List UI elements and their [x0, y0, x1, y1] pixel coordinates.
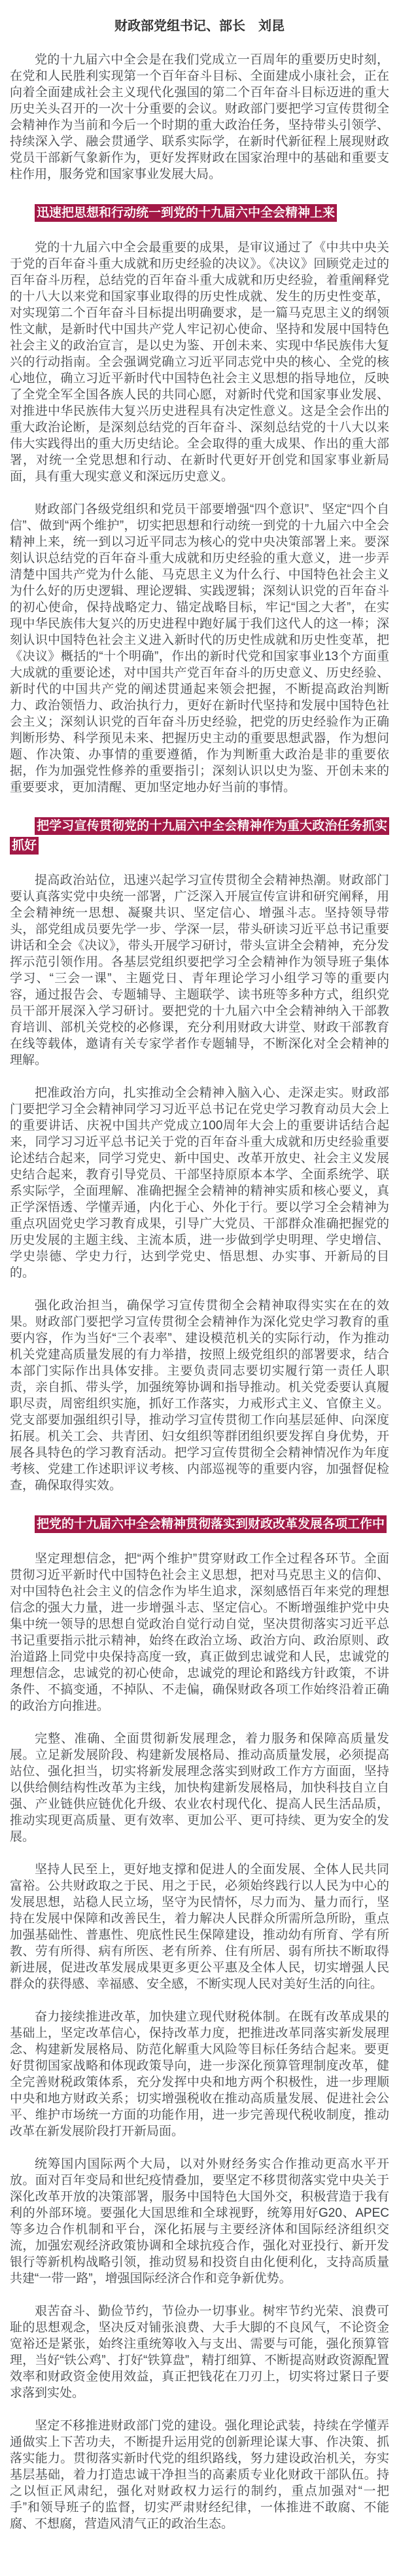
page-title: 财政部党组书记、部长 刘昆 [114, 19, 285, 33]
section-heading-highlight: 迅速把思想和行动统一到党的十九届六中全会精神上来 [35, 204, 337, 222]
paragraph: 把准政治方向，扎实推动全会精神入脑入心、走深走实。财政部门要把学习全会精神同学习习近平总书记在党史学习教育动员大会上的重要讲话、庆祝中国共产党成立100周年大会上的重要讲话结合起来，同学习习近平总书记关于党的百年奋斗重大成就和历史经验重要论述结合起来，同学习党史、新中国史、改革开放史、社会主义发展史结合起来，教育引导党员、干部坚持原原本本学、全面系统学、联系实际学，全面理解、准确把握全会精神的精神实质和核心要义，真正学深悟透、学懂弄通，内化于心、外化于行。要以学习全会精神为重点巩固党史学习教育成果，引导广大党员、干部群众准确把握党的历史发展的主题主线、主流本质，进一步做到学史明理、学史增信、学史崇德、学史力行，达到学党史、悟思想、办实事、开新局的目的。 [10, 1086, 389, 1280]
paragraph: 坚定不移推进财政部门党的建设。强化理论武装，持续在学懂弄通做实上下苦功夫，不断提升运用党的创新理论谋大事、作决策、抓落实能力。贯彻落实新时代党的组织路线，努力建设政治机关，夯实基层基础，着力打造忠诚干净担当的高素质专业化财政干部队伍。持之以恒正风肃纪，强化对财政权力运行的制约，重点加强对“一把手”和领导班子的监督，切实严肃财经纪律，一体推进不敢腐、不能腐、不想腐，营造风清气正的政治生态。 [10, 2419, 389, 2531]
paragraph: 完整、准确、全面贯彻新发展理念，着力服务和保障高质量发展。立足新发展阶段、构建新发展格局、推动高质量发展，必须提高站位、强化担当，切实将新发展理念落实到财政工作方方面面，坚持以供给侧结构性改革为主线，加快构建新发展格局，加快科技自立自强、产业链供应链优化升级、农业农村现代化、提高人民生活品质，推动实现更高质量、更有效率、更加公平、更可持续、更为安全的发展。 [10, 1732, 389, 1844]
section-heading [10, 1515, 389, 1534]
paragraph: 提高政治站位，迅速兴起学习宣传贯彻全会精神热潮。财政部门要认真落实党中央统一部署，广泛深入开展宣传宣讲和研究阐释，用全会精神统一思想、凝聚共识、坚定信心、增强斗志。坚持领导带头，部党组成员要先学一步、学深一层，带头研读习近平总书记重要讲话和全会《决议》，带头开展学习研讨，带头宣讲全会精神，充分发挥示范引领作用。各基层党组织要把学习全会精神作为领导班子集体学习、“三会一课”、主题党日、青年理论学习小组学习等的重要内容，通过报告会、专题辅导、主题联学、读书班等多种方式，组织党员干部开展深入学习研讨。要把党的十九届六中全会精神纳入干部教育培训、部机关党校的必修课，充分利用财政大讲堂、财政干部教育在线等载体，邀请有关专家学者作专题辅导，不断深化对全会精神的理解。 [10, 873, 389, 1067]
paragraph: 强化政治担当，确保学习宣传贯彻全会精神取得实实在在的效果。财政部门要把学习宣传贯彻全会精神作为深化党史学习教育的重要内容，作为当好“三个表率”、建设模范机关的实际行动，作为推动机关党建高质量发展的有力举措，按照上级党组织的部署要求，结合本部门实际作出具体安排。主要负责同志要切实履行第一责任人职责，亲自抓、带头学，加强统筹协调和指导推动。机关党委要认真履职尽责，周密组织实施，抓好工作落实，力戒形式主义、官僚主义。党支部要加强组织引导，推动学习宣传贯彻工作向基层延伸、向深度拓展。机关工会、共青团、妇女组织等群团组织要发挥自身优势，开展各具特色的学习教育活动。把学习宣传贯彻全会精神情况作为年度考核、党建工作述职评议考核、内部巡视等的重要内容，加强督促检查，确保取得实效。 [10, 1299, 389, 1492]
paragraph: 奋力接续推进改革，加快建立现代财税体制。在既有改革成果的基础上，坚定改革信心，保持改革力度，把推进改革同落实新发展理念、构建新发展格局、防范化解重大风险等目标任务结合起来。要更好贯彻国家战略和体现政策导向，进一步深化预算管理制度改革，健全完善财税政策体系，充分发挥中央和地方两个积极性，进一步理顺中央和地方财政关系；切实增强税收在推动高质量发展、促进社会公平、维护市场统一方面的功能作用，进一步完善现代税收制度，推动改革在新发展阶段打开新局面。 [10, 2010, 389, 2138]
paragraph: 统筹国内国际两个大局，以对外财经务实合作推动更高水平开放。面对百年变局和世纪疫情叠加，要坚定不移贯彻落实党中央关于深化改革开放的决策部署，服务中国特色大国外交，积极营造于我有利的外部环境。要强化大国思维和全球视野，统筹用好G20、APEC等多边合作机制和平台，深化拓展与主要经济体和国际经济组织交流，加强宏观经济政策协调和全球抗疫合作，强化对亚投行、新开发银行等新机构战略引领，推动贸易和投资自由化便利化，支持高质量共建“一带一路”，增强国际经济合作和竞争新优势。 [10, 2157, 389, 2285]
paragraph: 党的十九届六中全会最重要的成果，是审议通过了《中共中央关于党的百年奋斗重大成就和历史经验的决议》。《决议》回顾党走过的百年奋斗历程，总结党的百年奋斗重大成就和历史经验，着重阐释党的十八大以来党和国家事业取得的历史性成就、发生的历史性变革，对实现第二个百年奋斗目标提出明确要求，是一篇马克思主义的纲领性文献，是新时代中国共产党人牢记初心使命、坚持和发展中国特色社会主义的政治宣言，是以史为鉴、开创未来、实现中华民族伟大复兴的行动指南。全会强调党确立习近平同志党中央的核心、全党的核心地位，确立习近平新时代中国特色社会主义思想的指导地位，反映了全党全军全国各族人民的共同心愿，对新时代党和国家事业发展、对推进中华民族伟大复兴历史进程具有决定性意义。这是全会作出的重大政治论断，是深刻总结党的百年奋斗、深刻总结党的十八大以来伟大实践得出的重大历史结论。全会取得的重大成果、作出的重大部署，对统一全党思想和行动、在新时代更好开创党和国家事业新局面，具有重大现实意义和深远历史意义。 [10, 241, 389, 484]
section-heading [10, 817, 389, 856]
paragraph: 财政部门各级党组织和党员干部要增强“四个意识”、坚定“四个自信”、做到“两个维护”，切实把思想和行动统一到党的十九届六中全会精神上来，统一到以习近平同志为核心的党中央决策部署上来。要深刻认识总结党的百年奋斗重大成就和历史经验的重大意义，进一步弄清楚中国共产党为什么能、马克思主义为什么行、中国特色社会主义为什么好的历史逻辑、理论逻辑、实践逻辑；深刻认识党的百年奋斗的初心使命，保持战略定力、锚定战略目标，牢记“国之大者”，在实现中华民族伟大复兴的历史进程中跑好属于我们这代人的这一棒；深刻认识中国特色社会主义进入新时代的历史性成就和历史性变革，把《决议》概括的“十个明确”，作出的新时代党和国家事业13个方面重大成就的重要论述，对中国共产党百年奋斗的历史意义、历史经验、新时代的中国共产党的阐述贯通起来领会把握，不断提高政治判断力、政治领悟力、政治执行力，更好在新时代坚持和发展中国特色社会主义；深刻认识党的百年奋斗历史经验，把党的历史经验作为正确判断形势、科学预见未来、把握历史主动的重要思想武器，作为想问题、作决策、办事情的重要遵循，作为判断重大政治是非的重要依据，作为加强党性修养的重要指引；深刻认识以史为鉴、开创未来的重要要求，更加清醒、更加坚定地办好当前的事情。 [10, 503, 389, 794]
paragraph: 坚定理想信念，把“两个维护”贯穿财政工作全过程各环节。全面贯彻习近平新时代中国特色社会主义思想，把对马克思主义的信仰、对中国特色社会主义的信念作为毕生追求，深刻感悟百年来党的理想信念的强大力量，进一步增强斗志、坚定信心。不断增强维护党中央集中统一领导的思想自觉政治自觉行动自觉，坚决贯彻落实习近平总书记重要指示批示精神，始终在政治立场、政治方向、政治原则、政治道路上同党中央保持高度一致，真正做到忠诚党和人民，忠诚党的理想信念，忠诚党的初心使命，忠诚党的理论和路线方针政策，不讲条件、不搞变通，不掉队、不走偏，确保财政各项工作始终沿着正确的政治方向推进。 [10, 1552, 389, 1713]
section-heading-highlight: 把党的十九届六中全会精神贯彻落实到财政改革发展各项工作中 [35, 1515, 387, 1533]
section-heading [10, 203, 389, 223]
paragraph: 党的十九届六中全会是在我们党成立一百周年的重要历史时刻，在党和人民胜利实现第一个百年奋斗目标、全面建成小康社会，正在向着全面建成社会主义现代化强国的第二个百年奋斗目标迈进的重大历史关头召开的一次十分重要的会议。财政部门要把学习宣传贯彻全会精神作为当前和今后一个时期的重大政治任务，坚持带头引领学、持续深入学、融会贯通学、联系实际学，在新时代新征程上展现财政党员干部新气象新作为，更好发挥财政在国家治理中的基础和重要支柱作用，服务党和国家事业发展大局。 [10, 53, 389, 181]
paragraph: 艰苦奋斗、勤俭节约，节俭办一切事业。树牢节约光荣、浪费可耻的思想观念，坚决反对铺张浪费、大手大脚的不良风气，不论资金宽裕还是紧张，始终注重统筹收入与支出、需要与可能，强化预算管理，当好“铁公鸡”、打好“铁算盘”，精打细算、不断提高财政资源配置效率和财政资金使用效益，真正把钱花在刀刃上，切实将过紧日子要求落到实处。 [10, 2304, 389, 2400]
article-content [10, 52, 389, 2532]
paragraph: 坚持人民至上，更好地支撑和促进人的全面发展、全体人民共同富裕。公共财政取之于民、用之于民，必须始终践行以人民为中心的发展思想，站稳人民立场，坚守为民情怀，尽力而为、量力而行，坚持在发展中保障和改善民生，着力解决人民群众所需所急所盼，重点加强基础性、普惠性、兜底性民生保障建设，推动幼有所育、学有所教、劳有所得、病有所医、老有所养、住有所居、弱有所扶不断取得新进展，促进改革发展成果更多更公平惠及全体人民，切实增强人民群众的获得感、幸福感、安全感，不断实现人民对美好生活的向往。 [10, 1863, 389, 1991]
section-heading-highlight: 把学习宣传贯彻党的十九届六中全会精神作为重大政治任务抓实抓好 [10, 817, 389, 855]
